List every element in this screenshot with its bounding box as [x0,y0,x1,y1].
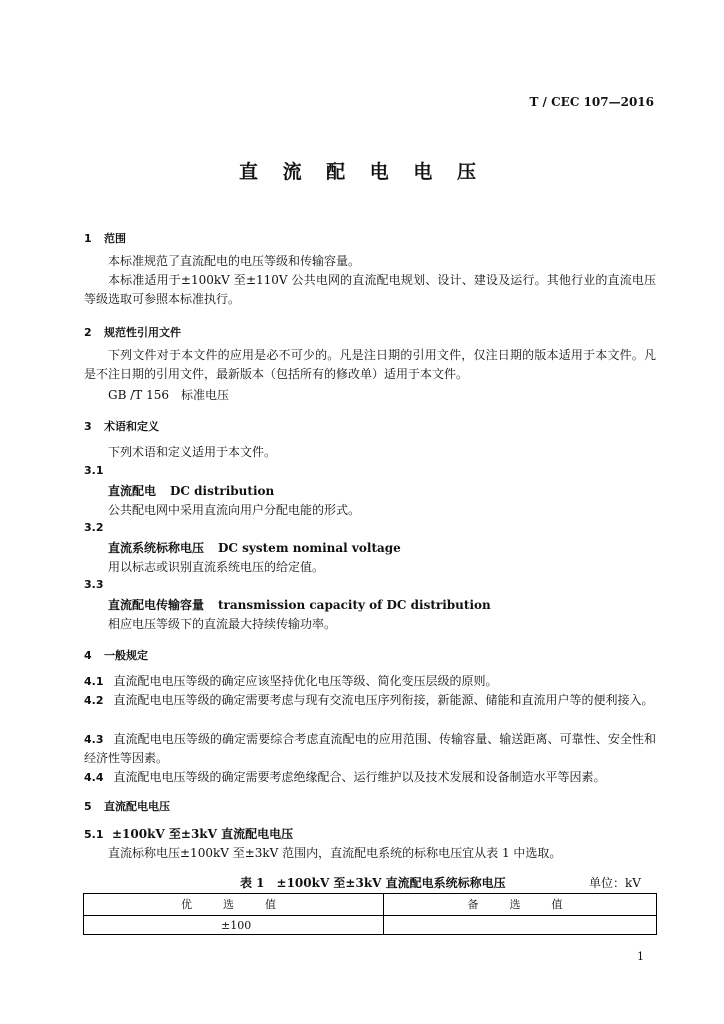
clause-number: 4.3 [84,733,104,746]
document-title: 直 流 配 电 电 压 [238,161,486,183]
term-title [108,596,491,613]
section-title: 范围 [104,232,126,245]
section-title: 一般规定 [104,649,148,662]
section-1-paragraph-2: 本标准适用于±100kV 至±110V 公共电网的直流配电规划、设计、建设及运行。其他行业的直流电压等级选取可参照本标准执行。 [84,273,656,306]
term-number: 3.2 [84,521,104,534]
table-cell: ±100 [221,919,252,932]
term-en: transmission capacity of DC distribution [218,598,491,612]
subsection-title: ±100kV 至±3kV 直流配电电压 [112,827,294,841]
term-definition: 用以标志或识别直流系统电压的给定值。 [108,560,325,574]
section-title: 直流配电电压 [104,800,170,813]
section-number: 2 [84,326,92,339]
clause-text: 直流配电电压等级的确定需要综合考虑直流配电的应用范围、传输容量、输送距离、可靠性、安全性和经济性等因素。 [84,732,656,765]
section-2-heading [84,324,181,340]
table-header-preferred: 优 选 值 [181,898,286,911]
table-caption: 表 1 ±100kV 至±3kV 直流配电系统标称电压 [240,876,506,890]
clause-number: 4.4 [84,771,104,784]
term-title [108,482,274,499]
term-cn: 直流配电 [108,484,157,498]
clause-4-1 [84,672,656,691]
clause-4-2 [84,691,656,710]
section-number: 1 [84,232,92,245]
clause-number: 4.1 [84,675,104,688]
section-3-heading [84,418,159,434]
table-column-divider [383,894,384,934]
section-1-paragraph-1: 本标准规范了直流配电的电压等级和传输容量。 [108,254,361,268]
term-definition: 公共配电网中采用直流向用户分配电能的形式。 [108,503,361,517]
section-number: 5 [84,800,92,813]
term-en: DC distribution [170,484,275,498]
section-5-paragraph-1: 直流标称电压±100kV 至±3kV 范围内，直流配电系统的标称电压宜从表 1 中选取。 [108,846,562,860]
term-number: 3.1 [84,464,104,477]
section-4-heading [84,647,148,663]
term-number: 3.3 [84,578,104,591]
clause-4-4 [84,768,656,787]
section-1-heading [84,230,126,246]
section-title: 术语和定义 [104,420,159,433]
clause-text: 直流配电电压等级的确定需要考虑绝缘配合、运行维护以及技术发展和设备制造水平等因素。 [113,770,606,784]
section-title: 规范性引用文件 [104,326,181,339]
clause-number: 4.2 [84,694,104,707]
subsection-number: 5.1 [84,828,104,841]
table-header-alternative: 备 选 值 [467,898,573,911]
table-unit: 单位：kV [589,876,641,890]
section-2-paragraph-1: 下列文件对于本文件的应用是必不可少的。凡是注日期的引用文件，仅注日期的版本适用于本文件。凡是不注日期的引用文件，最新版本（包括所有的修改单）适用于本文件。 [84,348,656,381]
table-1 [83,893,657,935]
clause-text: 直流配电电压等级的确定需要考虑与现有交流电压序列衔接，新能源、储能和直流用户等的便利接入。 [113,693,654,707]
term-cn: 直流系统标称电压 [108,541,205,555]
page-number: 1 [637,950,644,963]
clause-4-3 [84,730,656,768]
term-cn: 直流配电传输容量 [108,598,205,612]
section-5-heading [84,798,170,814]
normative-reference: GB /T 156 标准电压 [108,388,229,402]
clause-text: 直流配电电压等级的确定应该坚持优化电压等级、简化变压层级的原则。 [113,674,498,688]
section-number: 4 [84,649,92,662]
section-3-intro: 下列术语和定义适用于本文件。 [108,445,277,459]
table-row-divider [84,915,656,916]
term-en: DC system nominal voltage [218,541,401,555]
standard-code: T / CEC 107—2016 [529,95,654,109]
term-title [108,539,401,556]
term-definition: 相应电压等级下的直流最大持续传输功率。 [108,617,337,631]
section-number: 3 [84,420,92,433]
subsection-5-1-heading [84,825,293,842]
